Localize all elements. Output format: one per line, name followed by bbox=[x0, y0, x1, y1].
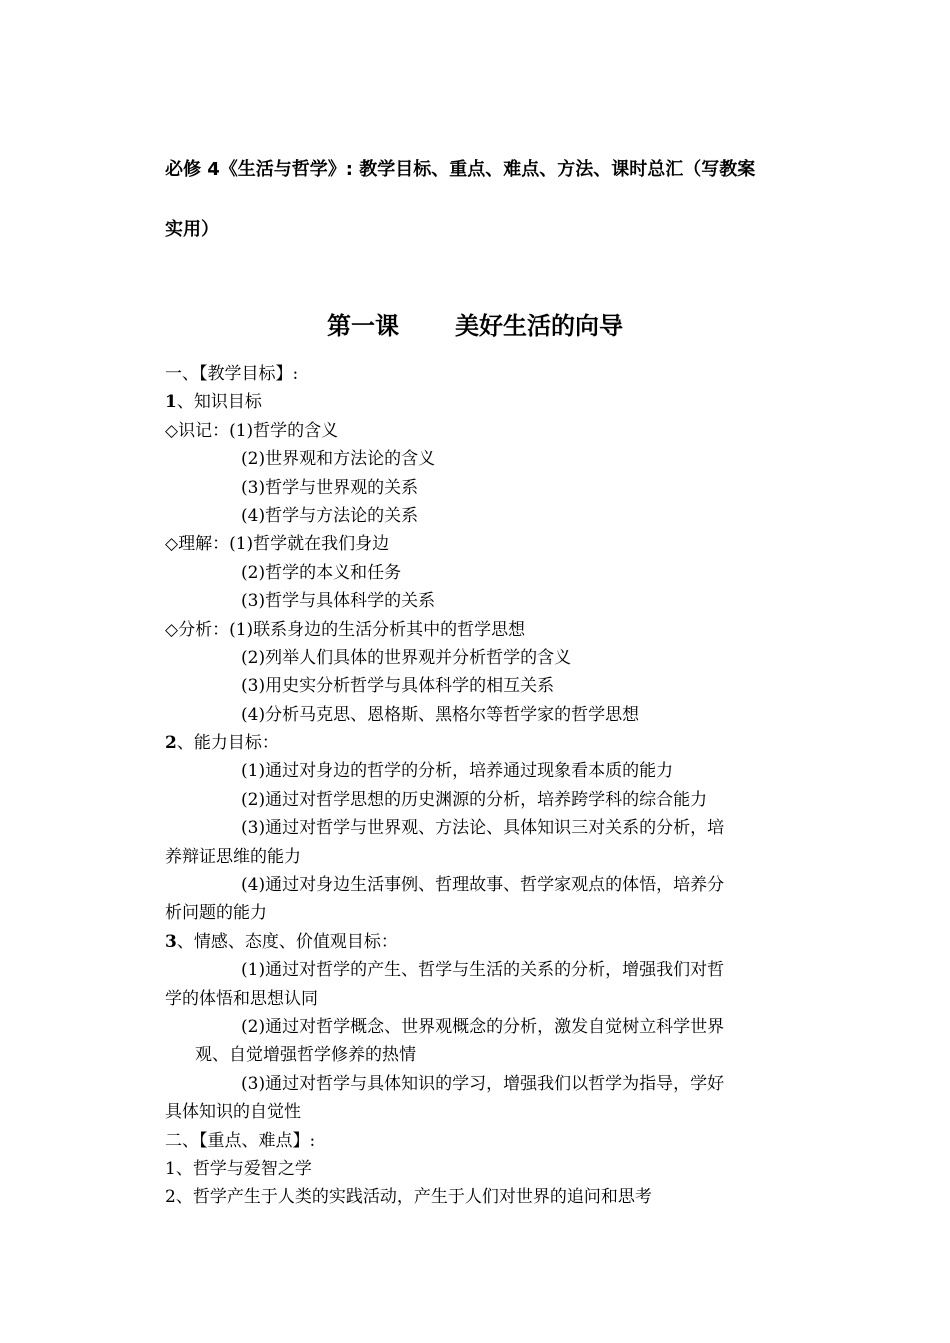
document-title-line-1: 必修 4《生活与哲学》: 教学目标、重点、难点、方法、课时总汇（写教案 bbox=[165, 159, 756, 180]
item-number: 2 bbox=[165, 733, 177, 754]
ability-line: (1)通过对身边的哲学的分析，培养通过现象看本质的能力 bbox=[241, 761, 674, 782]
analyze-line: (4)分析马克思、恩格斯、黑格尔等哲学家的哲学思想 bbox=[241, 704, 640, 725]
analyze-line: (3)用史实分析哲学与具体科学的相互关系 bbox=[241, 676, 555, 697]
ability-line: (3)通过对哲学与世界观、方法论、具体知识三对关系的分析，培 bbox=[241, 818, 725, 839]
understand-line: (3)哲学与具体科学的关系 bbox=[241, 591, 436, 612]
section-heading-objectives: 一、【教学目标】: bbox=[165, 364, 299, 384]
document-title-line-2: 实用） bbox=[165, 219, 219, 240]
ability-line-wrap: 析问题的能力 bbox=[165, 903, 267, 924]
memorize-line: (4)哲学与方法论的关系 bbox=[241, 505, 419, 526]
item-label: 、情感、态度、价值观目标： bbox=[176, 931, 398, 952]
ability-objectives-heading bbox=[165, 729, 790, 757]
item-number: 1 bbox=[165, 392, 177, 413]
key-point-line: 2、哲学产生于人类的实践活动，产生于人们对世界的追问和思考 bbox=[165, 1187, 652, 1208]
document-title bbox=[165, 140, 790, 260]
lesson-name: 美好生活的向导 bbox=[455, 312, 623, 340]
emotion-line-wrap: 具体知识的自觉性 bbox=[165, 1102, 301, 1123]
analyze-line: ◇分析：(1)联系身边的生活分析其中的哲学思想 bbox=[165, 619, 526, 640]
ability-line: (2)通过对哲学思想的历史渊源的分析，培养跨学科的综合能力 bbox=[241, 789, 708, 810]
item-label: 、能力目标： bbox=[176, 733, 279, 754]
memorize-line: ◇识记：(1)哲学的含义 bbox=[165, 420, 339, 441]
item-number: 3 bbox=[165, 931, 177, 952]
emotion-line-wrap: 观、自觉增强哲学修养的热情 bbox=[195, 1045, 416, 1066]
emotion-line-wrap: 学的体悟和思想认同 bbox=[165, 988, 318, 1009]
memorize-line: (3)哲学与世界观的关系 bbox=[241, 477, 419, 498]
emotion-line: (1)通过对哲学的产生、哲学与生活的关系的分析，增强我们对哲 bbox=[241, 960, 725, 981]
lesson-number: 第一课 bbox=[327, 312, 399, 340]
emotion-line: (2)通过对哲学概念、世界观概念的分析，激发自觉树立科学世界 bbox=[241, 1016, 725, 1037]
emotion-objectives-heading bbox=[165, 928, 790, 956]
emotion-line: (3)通过对哲学与具体知识的学习，增强我们以哲学为指导，学好 bbox=[241, 1073, 725, 1094]
memorize-line: (2)世界观和方法论的含义 bbox=[241, 449, 436, 470]
lesson-body bbox=[165, 360, 790, 1212]
item-label: 、知识目标 bbox=[176, 392, 262, 413]
lesson-heading bbox=[0, 308, 950, 344]
ability-line: (4)通过对身边生活事例、哲理故事、哲学家观点的体悟，培养分 bbox=[241, 875, 725, 896]
analyze-line: (2)列举人们具体的世界观并分析哲学的含义 bbox=[241, 647, 572, 668]
knowledge-objectives-heading bbox=[165, 388, 790, 416]
ability-line-wrap: 养辩证思维的能力 bbox=[165, 846, 301, 867]
understand-line: (2)哲学的本义和任务 bbox=[241, 562, 402, 583]
key-point-line: 1、哲学与爱智之学 bbox=[165, 1158, 312, 1179]
understand-line: ◇理解：(1)哲学就在我们身边 bbox=[165, 534, 390, 555]
section-heading-key-points: 二、【重点、难点】: bbox=[165, 1130, 316, 1151]
